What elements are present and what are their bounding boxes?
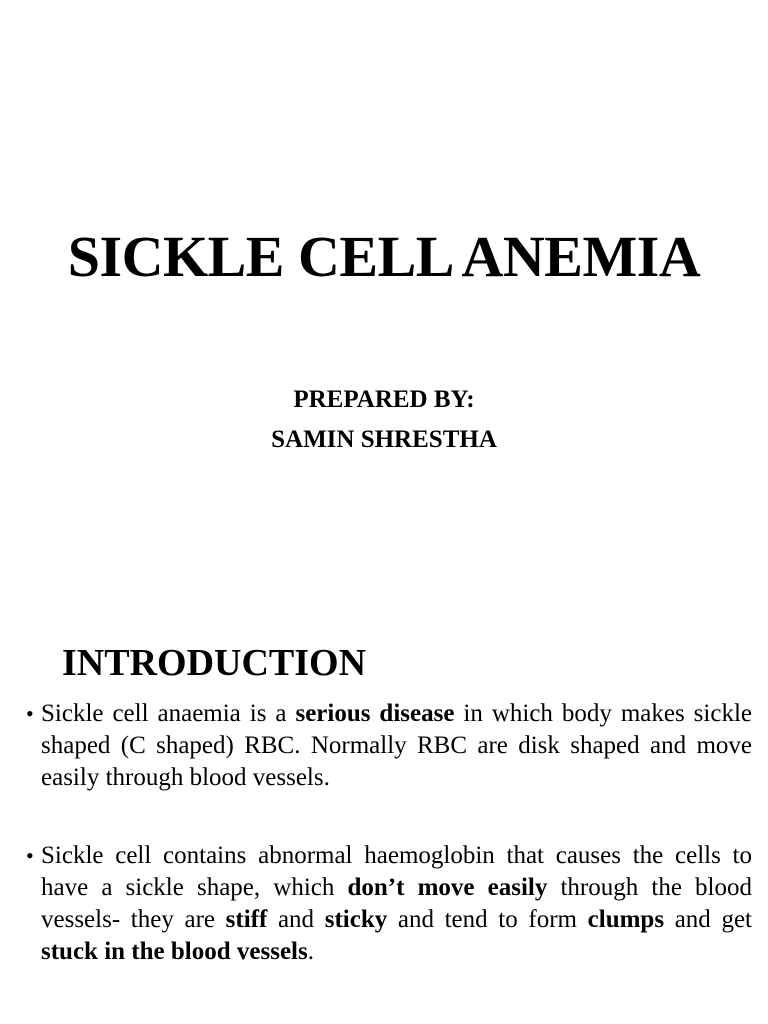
text-run: Sickle cell anaemia is a (41, 700, 296, 727)
text-run: . (307, 938, 314, 965)
bullet-text (41, 700, 752, 791)
prepared-by-label: PREPARED BY: (293, 386, 475, 413)
bullet-text (41, 842, 752, 965)
text-run: and get (664, 906, 752, 933)
text-run: and (267, 906, 325, 933)
text-run: Sickle cell contains abnormal haemoglobin that causes the cells to have a sickle shape, which (41, 842, 752, 901)
bold-text: don’t move easily (347, 874, 548, 901)
bold-text: stuck in the blood vessels (41, 938, 308, 965)
bullet-dot-icon: • (26, 843, 34, 868)
bold-text: clumps (587, 906, 665, 933)
prepared-by-block (0, 380, 768, 460)
bullet-list (26, 698, 752, 1014)
bullet-item (26, 840, 752, 968)
text-run: through the blood vessels- they are (41, 874, 752, 933)
section-heading: INTRODUCTION (62, 642, 367, 684)
bullet-item (26, 698, 752, 794)
bold-text: sticky (324, 906, 388, 933)
author-name: SAMIN SHRESTHA (271, 426, 497, 453)
bold-text: stiff (225, 906, 268, 933)
slide-title: SICKLE CELL ANEMIA (67, 224, 701, 289)
bold-text: serious disease (295, 700, 455, 727)
text-run: and tend to form (387, 906, 588, 933)
text-run: in which body makes sickle shaped (C shaped) RBC. Normally RBC are disk shaped and move easily through blood vessels. (41, 700, 752, 791)
bullet-dot-icon: • (26, 701, 34, 726)
